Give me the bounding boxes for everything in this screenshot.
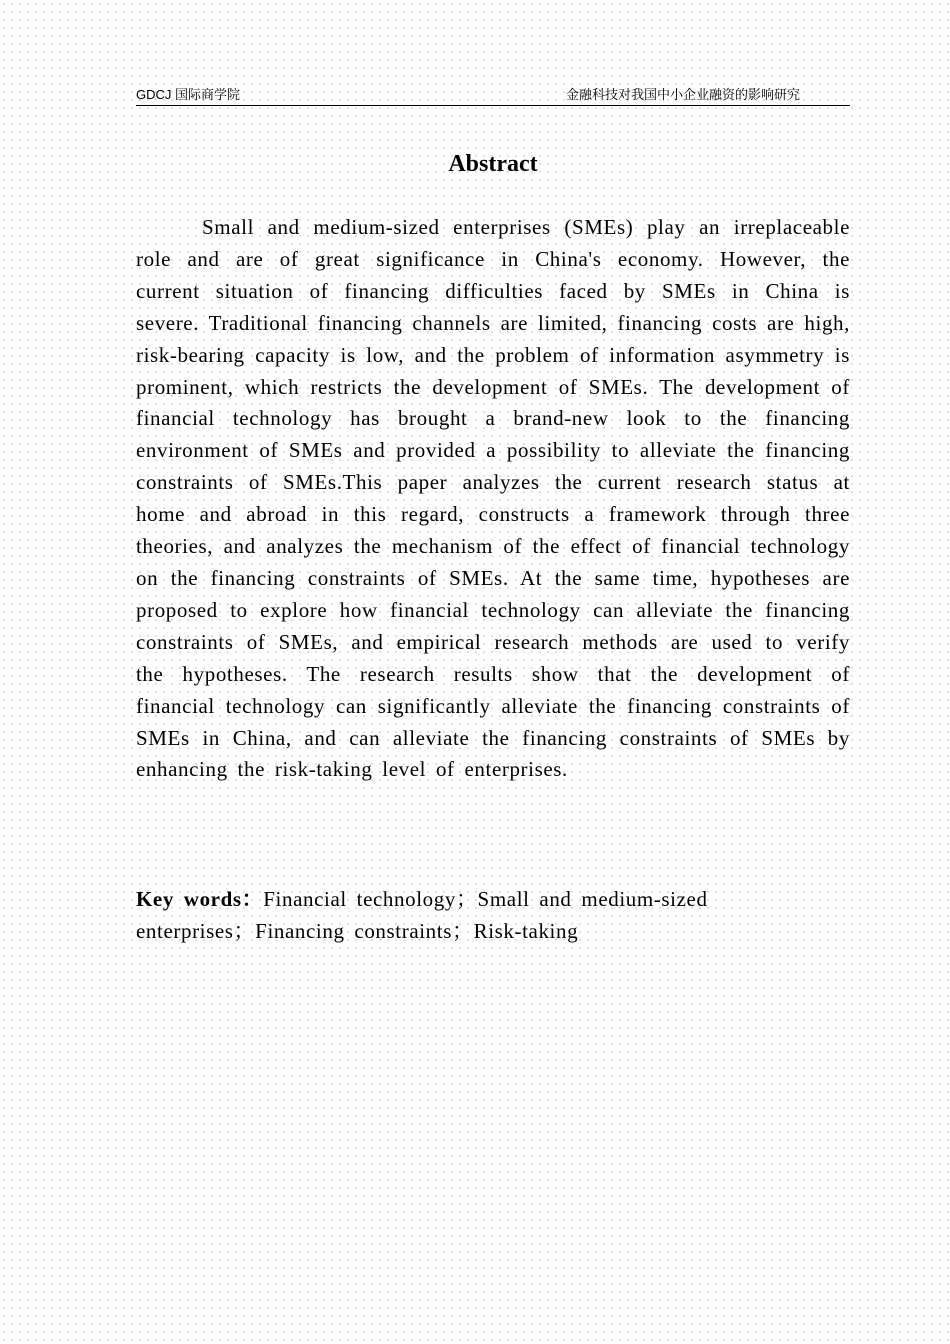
page-title: Abstract xyxy=(448,151,538,177)
page-header xyxy=(136,86,850,106)
abstract-paragraph: Small and medium-sized enterprises (SMEs) play an irreplaceable role and are of great significance in China's economy. However, the current situation of financing difficulties faced by SMEs in China is severe. Traditional financing channels are limited, financing costs are high, risk-bearing capacity is low, and the problem of information asymmetry is prominent, which restricts the development of SMEs. The development of financial technology has brought a brand-new look to the financing environment of SMEs and provided a possibility to alleviate the financing constraints of SMEs.This paper analyzes the current research status at home and abroad in this regard, constructs a framework through three theories, and analyzes the mechanism of the effect of financial technology on the financing constraints of SMEs. At the same time, hypotheses are proposed to explore how financial technology can alleviate the financing constraints of SMEs, and empirical research methods are used to verify the hypotheses. The research results show that the development of financial technology can significantly alleviate the financing constraints of SMEs in China, and can alleviate the financing constraints of SMEs by enhancing the risk-taking level of enterprises. xyxy=(136,215,850,782)
header-thesis-title: 金融科技对我国中小企业融资的影响研究 xyxy=(565,87,800,102)
keywords-line xyxy=(136,883,776,947)
header-institution: GDCJ 国际商学院 xyxy=(136,87,241,102)
keywords-label: Key words： xyxy=(136,887,264,911)
keywords-text: Financial technology；Small and medium-sized enterprises；Financing constraints；Risk-taking xyxy=(136,887,708,943)
